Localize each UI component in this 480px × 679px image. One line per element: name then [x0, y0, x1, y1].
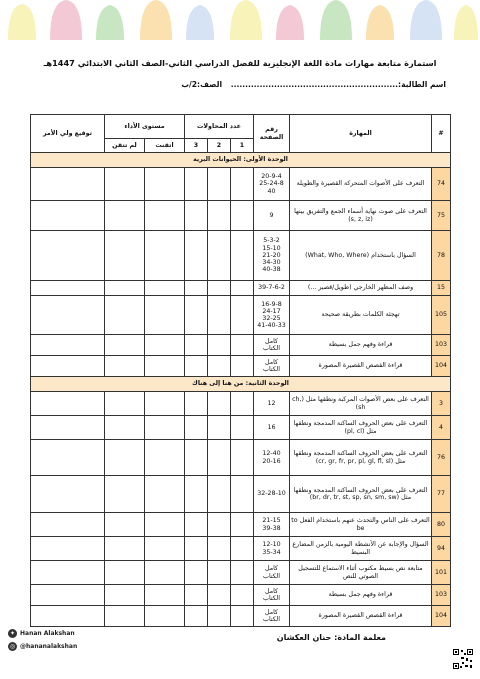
attempt-3-cell[interactable]: [185, 606, 208, 627]
attempt-2-cell[interactable]: [208, 440, 231, 476]
skill-number: 78: [432, 231, 451, 281]
not-mastered-cell[interactable]: [105, 476, 145, 513]
not-mastered-cell[interactable]: [105, 440, 145, 476]
decorative-balloon-border: [0, 0, 480, 40]
skill-row: [31, 606, 451, 627]
attempt-1-cell[interactable]: [231, 392, 254, 416]
skill-description: التعرف على بعض الحروف الساكنة المدمجة ونطقها مثل (pl, cl): [290, 416, 432, 440]
attempt-3-cell[interactable]: [185, 335, 208, 356]
attempt-2-cell[interactable]: [208, 585, 231, 606]
skill-description: التعرف على الأصوات المتحركة القصيرة والطويلة: [290, 168, 432, 201]
page-numbers: 20-9-4 25-24-8 40: [254, 168, 290, 201]
guardian-signature-cell[interactable]: [31, 561, 105, 585]
attempt-2-cell[interactable]: [208, 537, 231, 561]
attempt-1-cell[interactable]: [231, 231, 254, 281]
skill-description: السؤال والإجابة عن الأنشطة اليومية بالزمن المضارع البسيط: [290, 537, 432, 561]
skill-row: [31, 416, 451, 440]
form-title: استمارة متابعة مهارات مادة اللغة الإنجليزية للفصل الدراسي الثاني-الصف الثاني الابتدائي 1447هـ: [43, 58, 437, 68]
skill-row: [31, 476, 451, 513]
page-numbers: كامل الكتاب: [254, 335, 290, 356]
attempt-2-cell[interactable]: [208, 356, 231, 377]
guardian-signature-cell[interactable]: [31, 356, 105, 377]
attempt-1-cell[interactable]: [231, 356, 254, 377]
mastered-cell[interactable]: [145, 168, 185, 201]
header-performance: مستوى الأداء: [105, 115, 185, 139]
skill-row: [31, 231, 451, 281]
attempt-2-cell[interactable]: [208, 296, 231, 335]
skill-number: 104: [432, 606, 451, 627]
attempt-3-cell[interactable]: [185, 585, 208, 606]
student-info: [181, 80, 446, 89]
guardian-signature-cell[interactable]: [31, 296, 105, 335]
mastered-cell[interactable]: [145, 356, 185, 377]
unit-1-header: [31, 153, 451, 168]
mastered-cell[interactable]: [145, 537, 185, 561]
skill-description: تهجئة الكلمات بطريقة صحيحة: [290, 296, 432, 335]
attempt-1-cell[interactable]: [231, 606, 254, 627]
attempt-3-cell[interactable]: [185, 296, 208, 335]
mastered-cell[interactable]: [145, 281, 185, 296]
guardian-signature-cell[interactable]: [31, 168, 105, 201]
student-name-label: اسم الطالبة:..........................................................: [230, 80, 446, 89]
skill-row: [31, 168, 451, 201]
attempt-2-cell[interactable]: [208, 168, 231, 201]
skill-row: [31, 335, 451, 356]
header-attempts: عدد المحاولات: [185, 115, 254, 139]
skill-row: [31, 281, 451, 296]
skill-description: قراءة وفهم جمل بسيطة: [290, 585, 432, 606]
attempt-1-cell[interactable]: [231, 201, 254, 231]
page-numbers: كامل الكتاب: [254, 585, 290, 606]
attempt-3-cell[interactable]: [185, 416, 208, 440]
attempt-3-cell[interactable]: [185, 476, 208, 513]
page-numbers: 21-15 39-38: [254, 513, 290, 537]
page-numbers: 12-10 35-34: [254, 537, 290, 561]
unit-2-header: [31, 377, 451, 392]
mastered-cell[interactable]: [145, 231, 185, 281]
skill-description: التعرف على بعض الحروف الساكنة المدمجة ونطقها مثل (br, dr, tr, st, sp, sn, sm, sw): [290, 476, 432, 513]
qr-code: [452, 648, 474, 670]
attempt-3-cell[interactable]: [185, 537, 208, 561]
guardian-signature-cell[interactable]: [31, 335, 105, 356]
unit-title: الوحدة الثانية: من هنا إلى هناك: [31, 377, 451, 392]
guardian-signature-cell[interactable]: [31, 537, 105, 561]
page-numbers: 5-3-2 15-10 21-20 34-30 40-38: [254, 231, 290, 281]
skill-description: قراءة وفهم جمل بسيطة: [290, 335, 432, 356]
skill-row: [31, 537, 451, 561]
header-number: #: [432, 115, 451, 153]
skill-number: 80: [432, 513, 451, 537]
skill-number: 103: [432, 335, 451, 356]
attempt-3-cell[interactable]: [185, 281, 208, 296]
attempt-3-cell[interactable]: [185, 231, 208, 281]
attempt-2-cell[interactable]: [208, 561, 231, 585]
attempt-1-cell[interactable]: [231, 476, 254, 513]
skill-number: 3: [432, 392, 451, 416]
mastered-cell[interactable]: [145, 585, 185, 606]
not-mastered-cell[interactable]: [105, 537, 145, 561]
attempt-3-cell[interactable]: [185, 168, 208, 201]
skill-row: [31, 561, 451, 585]
not-mastered-cell[interactable]: [105, 168, 145, 201]
header-attempt-3: 3: [185, 139, 208, 153]
guardian-signature-cell[interactable]: [31, 476, 105, 513]
unit-title: الوحدة الأولى: الحيوانات البرية: [31, 153, 451, 168]
not-mastered-cell[interactable]: [105, 201, 145, 231]
skill-number: 4: [432, 416, 451, 440]
attempt-1-cell[interactable]: [231, 296, 254, 335]
skill-row: [31, 356, 451, 377]
page-numbers: 12-40 20-16: [254, 440, 290, 476]
not-mastered-cell[interactable]: [105, 606, 145, 627]
guardian-signature-cell[interactable]: [31, 281, 105, 296]
skill-row: [31, 440, 451, 476]
header-page: رقم الصفحة: [254, 115, 290, 153]
author-credits: [8, 629, 77, 655]
not-mastered-cell[interactable]: [105, 281, 145, 296]
guardian-signature-cell[interactable]: [31, 606, 105, 627]
attempt-3-cell[interactable]: [185, 392, 208, 416]
skill-number: 101: [432, 561, 451, 585]
skill-description: السؤال باستخدام (What, Who, Where): [290, 231, 432, 281]
skill-description: قراءة القصص القصيرة المصورة: [290, 606, 432, 627]
not-mastered-cell[interactable]: [105, 561, 145, 585]
mastered-cell[interactable]: [145, 440, 185, 476]
attempt-1-cell[interactable]: [231, 440, 254, 476]
page-numbers: 39-7-6-2: [254, 281, 290, 296]
skill-row: [31, 585, 451, 606]
class-label: الصف:2/ب: [181, 80, 223, 89]
guardian-signature-cell[interactable]: [31, 513, 105, 537]
skill-number: 75: [432, 201, 451, 231]
skill-number: 77: [432, 476, 451, 513]
page-numbers: كامل الكتاب: [254, 356, 290, 377]
mastered-cell[interactable]: [145, 561, 185, 585]
page-numbers: كامل الكتاب: [254, 561, 290, 585]
skill-number: 104: [432, 356, 451, 377]
skill-row: [31, 392, 451, 416]
not-mastered-cell[interactable]: [105, 513, 145, 537]
not-mastered-cell[interactable]: [105, 296, 145, 335]
skill-number: 105: [432, 296, 451, 335]
attempt-1-cell[interactable]: [231, 416, 254, 440]
not-mastered-cell[interactable]: [105, 585, 145, 606]
attempt-1-cell[interactable]: [231, 281, 254, 296]
skills-table: [30, 114, 451, 627]
mastered-cell[interactable]: [145, 296, 185, 335]
mastered-cell[interactable]: [145, 335, 185, 356]
attempt-2-cell[interactable]: [208, 231, 231, 281]
skill-row: [31, 201, 451, 231]
attempt-2-cell[interactable]: [208, 476, 231, 513]
attempt-1-cell[interactable]: [231, 335, 254, 356]
attempt-2-cell[interactable]: [208, 416, 231, 440]
guardian-signature-cell[interactable]: [31, 416, 105, 440]
attempt-3-cell[interactable]: [185, 513, 208, 537]
page-numbers: 16: [254, 416, 290, 440]
attempt-2-cell[interactable]: [208, 392, 231, 416]
skill-number: 94: [432, 537, 451, 561]
instagram-icon: ◎: [9, 643, 16, 650]
header-skill: المهارة: [290, 115, 432, 153]
skill-description: التعرف على الناس والتحدث عنهم باستخدام الفعل to be: [290, 513, 432, 537]
guardian-signature-cell[interactable]: [31, 585, 105, 606]
page-numbers: كامل الكتاب: [254, 606, 290, 627]
attempt-1-cell[interactable]: [231, 561, 254, 585]
not-mastered-cell[interactable]: [105, 231, 145, 281]
page-numbers: 9: [254, 201, 290, 231]
guardian-signature-cell[interactable]: [31, 231, 105, 281]
attempt-2-cell[interactable]: [208, 201, 231, 231]
attempt-1-cell[interactable]: [231, 513, 254, 537]
skill-description: متابعة نص بسيط مكتوب أثناء الاستماع للتسجيل الصوتي للنص: [290, 561, 432, 585]
attempt-2-cell[interactable]: [208, 281, 231, 296]
header-attempt-1: 1: [231, 139, 254, 153]
skill-description: قراءة القصص القصيرة المصورة: [290, 356, 432, 377]
attempt-1-cell[interactable]: [231, 168, 254, 201]
attempt-2-cell[interactable]: [208, 606, 231, 627]
mastered-cell[interactable]: [145, 392, 185, 416]
skill-description: التعرف على صوت نهاية أسماء الجمع والتفريق بينها (s, z, iz): [290, 201, 432, 231]
guardian-signature-cell[interactable]: [31, 201, 105, 231]
teacher-name: معلمة المادة: حنان العكشان: [276, 633, 386, 642]
attempt-3-cell[interactable]: [185, 440, 208, 476]
author-handle: @hananalakshan: [20, 643, 78, 650]
skill-number: 76: [432, 440, 451, 476]
page-numbers: 16-9-8 24-17 32-25 41-40-33: [254, 296, 290, 335]
mastered-cell[interactable]: [145, 513, 185, 537]
attempt-2-cell[interactable]: [208, 513, 231, 537]
mastered-cell[interactable]: [145, 416, 185, 440]
skill-description: وصف المظهر الخارجي (طويل/قصير ...): [290, 281, 432, 296]
author-name: Hanan Alakshan: [20, 630, 75, 637]
mastered-cell[interactable]: [145, 606, 185, 627]
skill-number: 15: [432, 281, 451, 296]
mastered-cell[interactable]: [145, 201, 185, 231]
not-mastered-cell[interactable]: [105, 356, 145, 377]
skill-description: التعرف على بعض الأصوات المركبة ونطقها مثل (ch, sh): [290, 392, 432, 416]
not-mastered-cell[interactable]: [105, 335, 145, 356]
attempt-1-cell[interactable]: [231, 537, 254, 561]
not-mastered-cell[interactable]: [105, 392, 145, 416]
attempt-3-cell[interactable]: [185, 356, 208, 377]
skill-number: 74: [432, 168, 451, 201]
guardian-signature-cell[interactable]: [31, 392, 105, 416]
skill-description: التعرف على بعض الحروف الساكنة المدمجة ونطقها مثل (cr, gr, fr, pr, pl, gl, fl, sl): [290, 440, 432, 476]
skill-number: 103: [432, 585, 451, 606]
guardian-signature-cell[interactable]: [31, 440, 105, 476]
attempt-1-cell[interactable]: [231, 585, 254, 606]
not-mastered-cell[interactable]: [105, 416, 145, 440]
mastered-cell[interactable]: [145, 476, 185, 513]
header-guardian-signature: توقيع ولي الأمر: [31, 115, 105, 153]
attempt-2-cell[interactable]: [208, 335, 231, 356]
header-attempt-2: 2: [208, 139, 231, 153]
skill-row: [31, 296, 451, 335]
header-mastered: اتقنت: [145, 139, 185, 153]
person-icon: ✦: [9, 630, 16, 637]
header-not-mastered: لم تتقن: [105, 139, 145, 153]
attempt-3-cell[interactable]: [185, 201, 208, 231]
page-numbers: 32-28-10: [254, 476, 290, 513]
skill-row: [31, 513, 451, 537]
attempt-3-cell[interactable]: [185, 561, 208, 585]
page-numbers: 12: [254, 392, 290, 416]
